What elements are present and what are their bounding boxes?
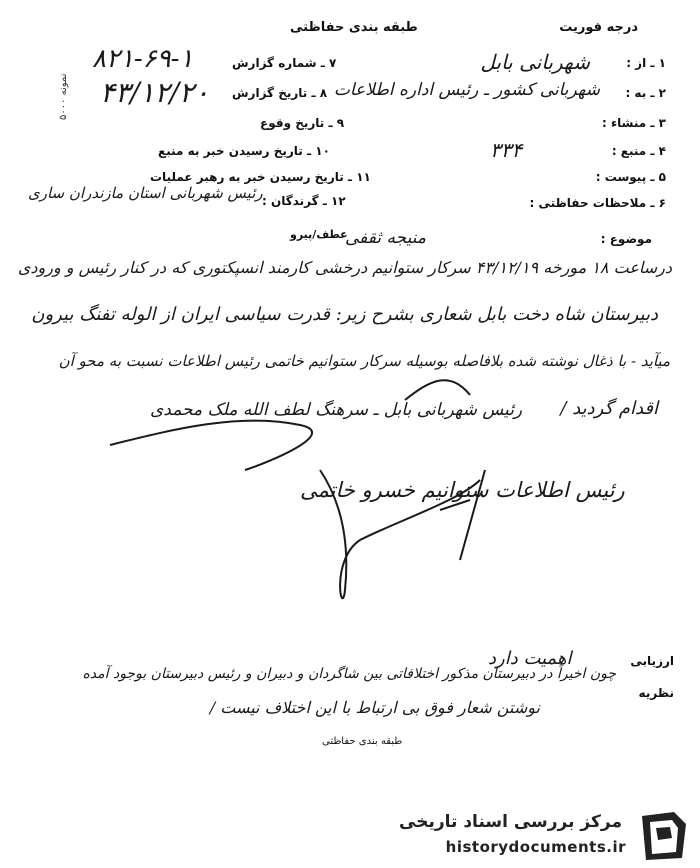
field-report-date-label: ۸ ـ تاریخ گزارش: [232, 86, 328, 100]
subject-label: موضوع :: [600, 232, 652, 246]
field-report-date-value: ۴۳/۱۲/۲۰: [100, 76, 210, 109]
evaluation-label: ارزیابی: [630, 654, 674, 668]
field-to-label: ۲ ـ به :: [625, 86, 666, 100]
footer-title: مرکز بررسی اسناد تاریخی: [399, 812, 622, 832]
signature-line: رئیس شهربانی بابل ـ سرهنگ لطف الله ملک محمدی: [150, 400, 523, 420]
priority-title: درجه فوریت: [559, 20, 638, 35]
field-recipients-value: رئیس شهربانی استان مازندران ساری: [28, 184, 263, 202]
body-line-2: دبیرستان شاه دخت بابل شعاری بشرح زیر: قدرت سیاسی ایران از الوله تفنگ بیرون: [31, 304, 658, 325]
classification-title: طبقه بندی حفاظتی: [290, 20, 418, 35]
body-line-4: اقدام گردید /: [560, 398, 658, 419]
field-from-label: ۱ ـ از :: [626, 56, 666, 70]
field-ops-received-date-label: ۱۱ ـ تاریخ رسیدن خبر به رهبر عملیات: [150, 170, 371, 184]
archive-logo-icon: [634, 808, 690, 864]
subject-reference: عطف/پیرو: [290, 228, 348, 241]
field-occurrence-date-label: ۹ ـ تاریخ وقوع: [260, 116, 345, 130]
bottom-classification: طبقه بندی حفاظتی: [322, 736, 403, 747]
field-origin-label: ۳ ـ منشاء :: [602, 116, 666, 130]
field-report-number-value: ۸۲۱-۶۹-۱: [92, 44, 194, 74]
body-line-1: درساعت ۱۸ مورخه ۴۳/۱۲/۱۹ سرکار ستوانیم درخشی کارمند انسپکتوری که در کنار رئیس و ورودی: [17, 258, 672, 277]
field-report-number-label: ۷ ـ شماره گزارش: [232, 56, 337, 70]
subject-annotation: منیجه ثقفی: [345, 228, 426, 248]
field-source-received-date-label: ۱۰ ـ تاریخ رسیدن خبر به منبع: [158, 144, 330, 158]
field-source-value: ۳۳۴: [490, 138, 523, 162]
footer-url: historydocuments.ir: [445, 838, 626, 856]
field-security-notes-label: ۶ ـ ملاحظات حفاظتی :: [529, 196, 666, 210]
opinion-label: نظریه: [638, 686, 674, 700]
evaluation-value: اهمیت دارد: [488, 648, 572, 669]
opinion-line-2: نوشتن شعار فوق بی ارتباط با این اختلاف نیست /: [209, 698, 540, 717]
field-recipients-label: ۱۲ ـ گرندگان :: [262, 194, 346, 208]
opinion-line-1: چون اخیراً در دبیرستان مذکور اختلافاتی بین شاگردان و دبیران و رئیس دبیرستان بوجود آمده: [82, 666, 616, 682]
body-line-3: میآید - با ذغال نوشته شده بلافاصله بوسیله سرکار ستوانیم خاتمی رئیس اطلاعات نسبت به محو آن: [58, 352, 670, 370]
field-attachment-label: ۵ ـ پیوست :: [595, 170, 666, 184]
secondary-signature: رئیس اطلاعات ستوانیم خسرو خاتمی: [300, 478, 625, 502]
field-from-value: شهربانی بابل: [480, 50, 590, 74]
field-source-label: ۴ ـ منبع :: [611, 144, 666, 158]
field-to-value: شهربانی کشور ـ رئیس اداره اطلاعات: [333, 80, 600, 100]
side-form-code: نمونه ۵۰۰۰: [58, 73, 69, 120]
